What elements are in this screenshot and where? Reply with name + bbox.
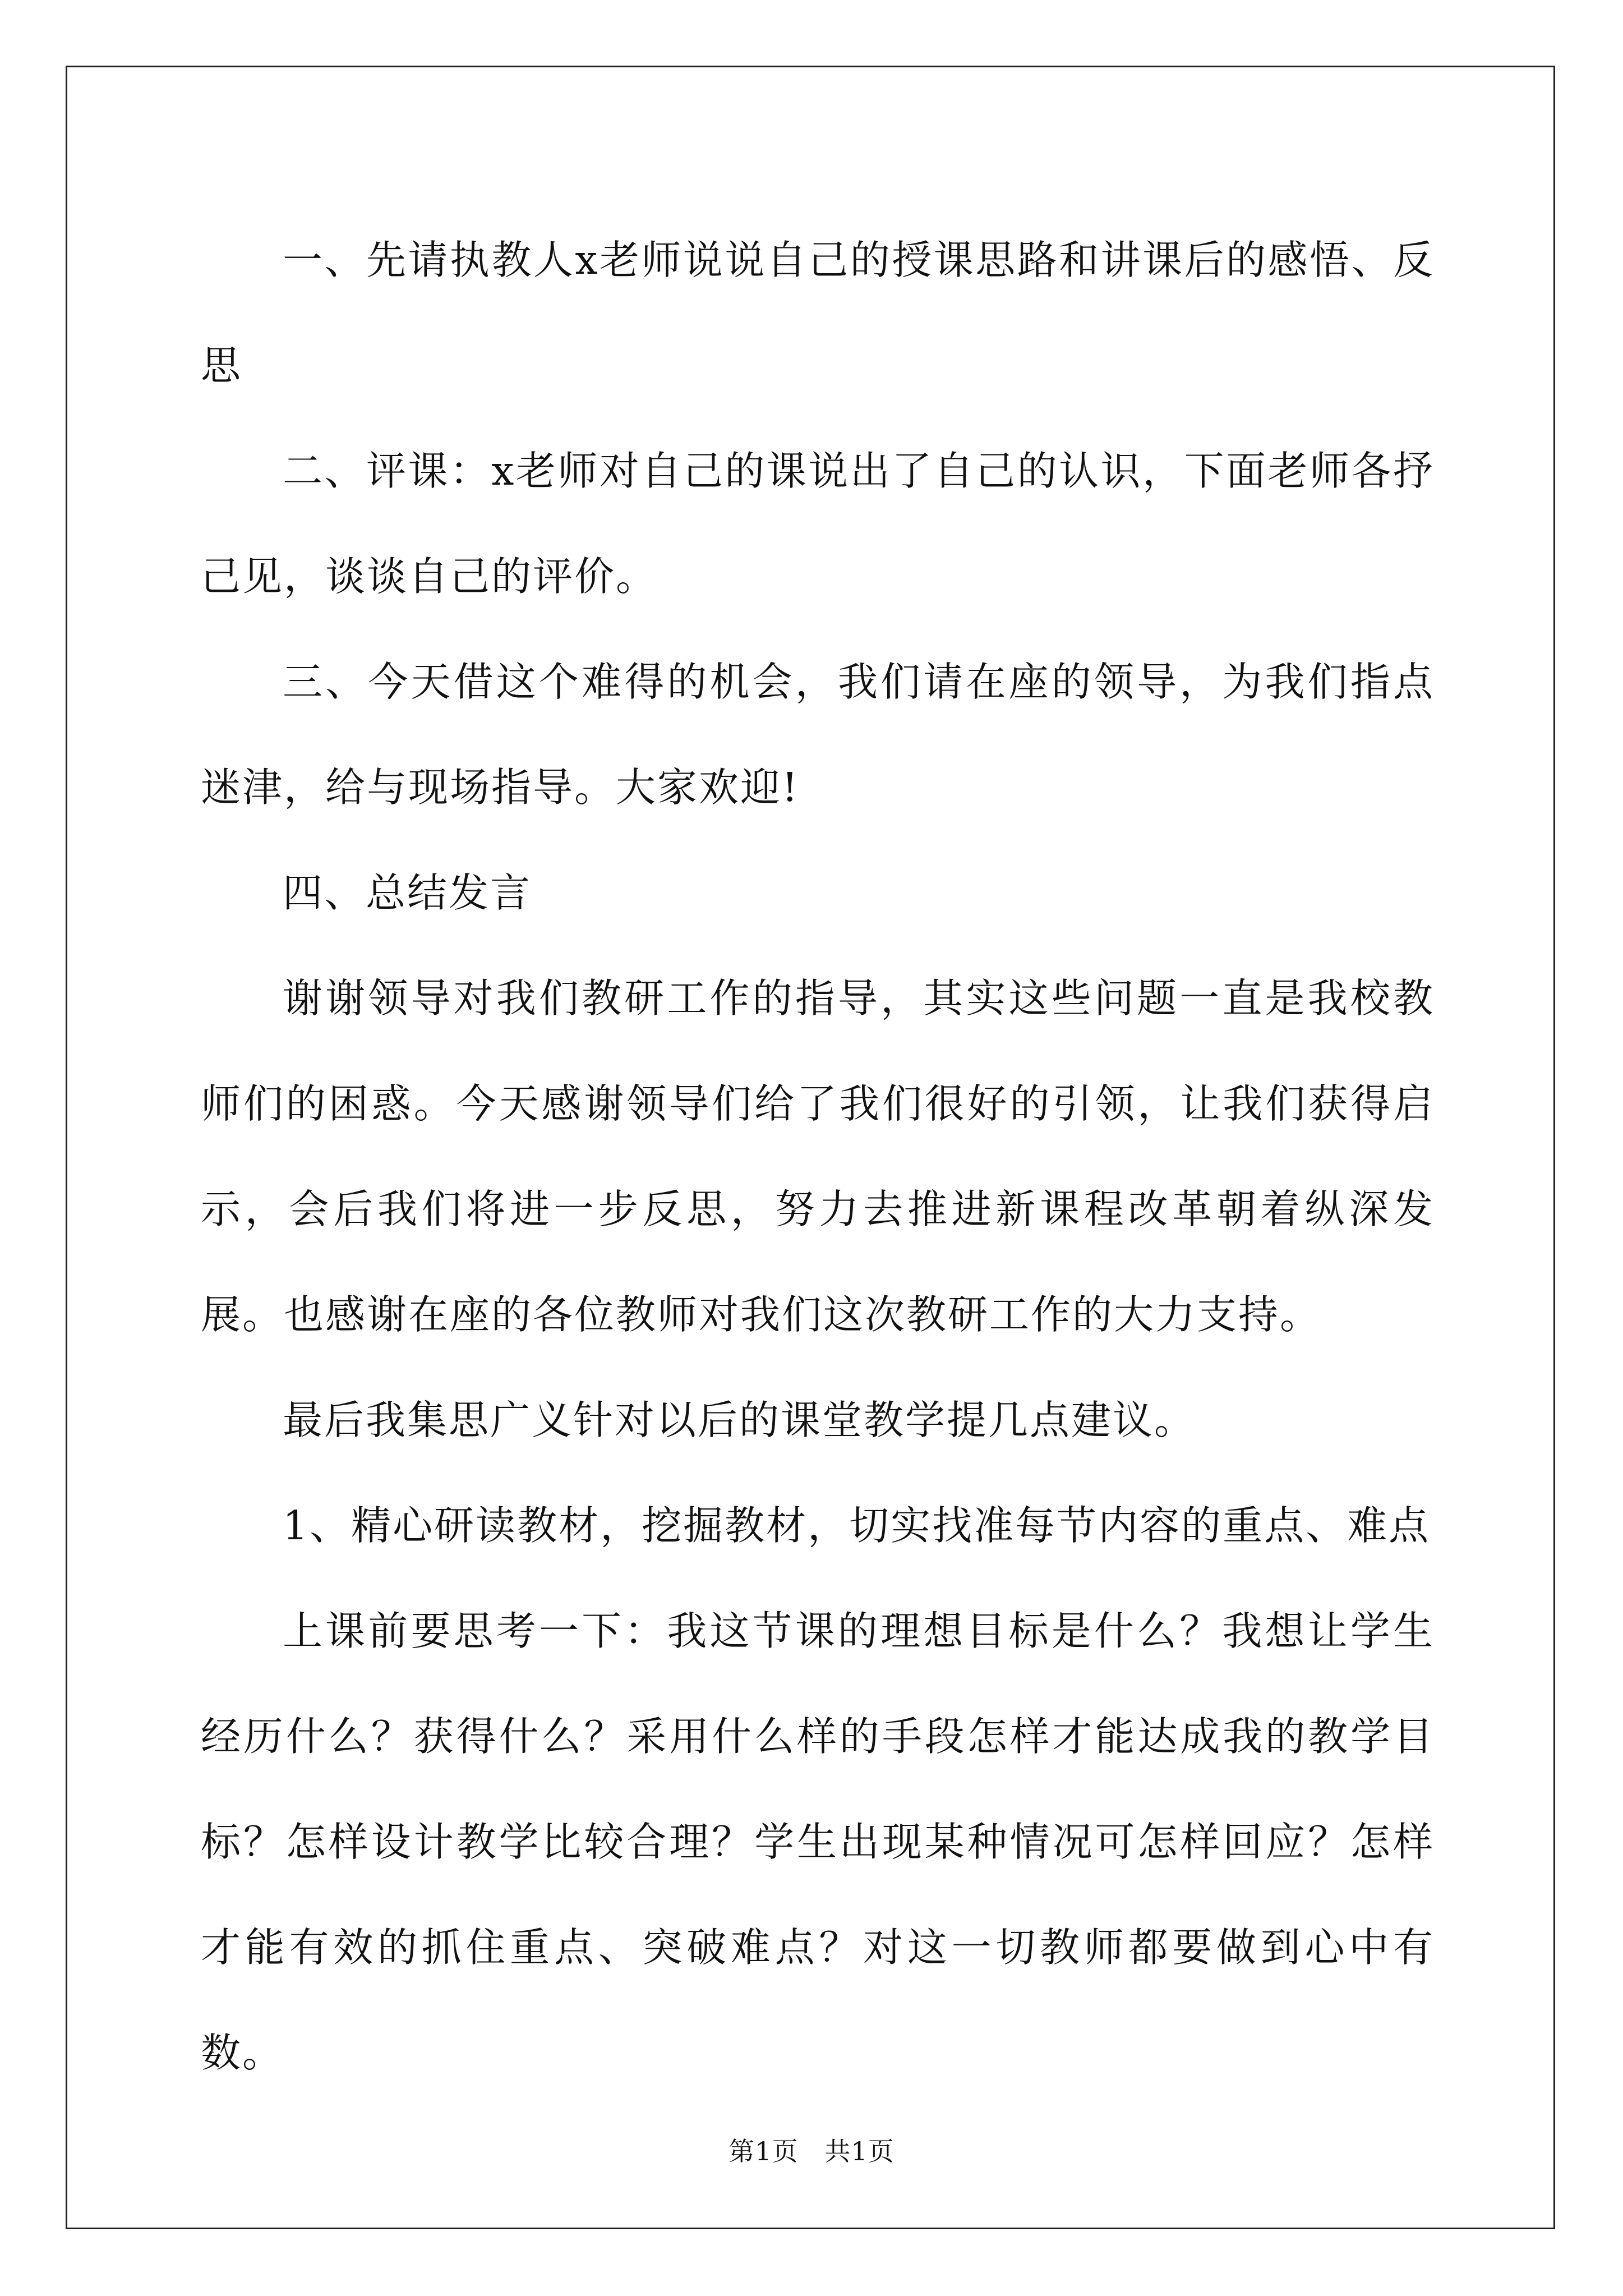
paragraph-8: 上课前要思考一下：我这节课的理想目标是什么？我想让学生经历什么？获得什么？采用什么样的手段怎样才能达成我的教学目标？怎样设计教学比较合理？学生出现某种情况可怎样回应？怎样才能有效的抓住重点、突破难点？对这一切教师都要做到心中有数。 xyxy=(201,1608,1435,2076)
paragraph-2: 二、评课：x老师对自己的课说出了自己的认识，下面老师各抒己见，谈谈自己的评价。 xyxy=(201,448,1435,600)
paragraph-7: 1、精心研读教材，挖掘教材，切实找准每节内容的重点、难点 xyxy=(283,1502,1431,1549)
paragraph-6: 最后我集思广义针对以后的课堂教学提几点建议。 xyxy=(283,1397,1196,1443)
paragraph-4: 四、总结发言 xyxy=(283,869,532,916)
page-number-footer: 第1页 共1页 xyxy=(728,2136,895,2166)
paragraph-3: 三、今天借这个难得的机会，我们请在座的领导，为我们指点迷津，给与现场指导。大家欢迎! xyxy=(201,659,1435,811)
document-body xyxy=(201,208,1435,2106)
paragraph-1: 一、先请执教人x老师说说自己的授课思路和讲课后的感悟、反思 xyxy=(201,237,1435,389)
paragraph-5: 谢谢领导对我们教研工作的指导，其实这些问题一直是我校教师们的困惑。今天感谢领导们给了我们很好的引领，让我们获得启示，会后我们将进一步反思，努力去推进新课程改革朝着纵深发展。也感谢在座的各位教师对我们这次教研工作的大力支持。 xyxy=(201,975,1435,1338)
